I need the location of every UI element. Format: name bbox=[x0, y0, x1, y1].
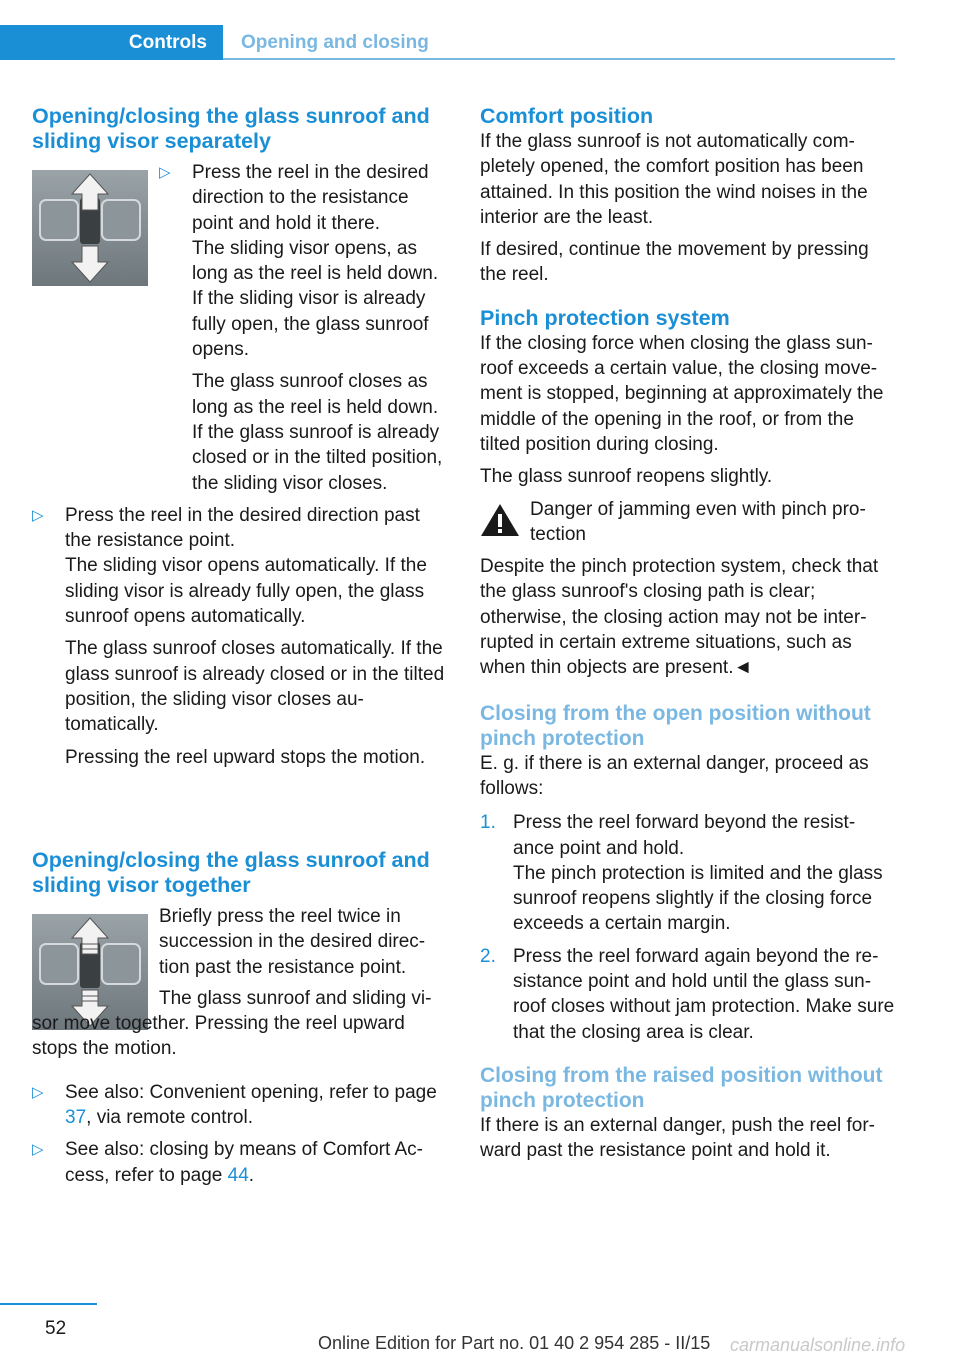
footer-rule bbox=[0, 1303, 97, 1305]
right-column: Comfort position If the glass sunroof is not automatically com-pletely opened, the comfort position has been attained. In this position the wind noises in the interior are the least. If desired, continue the movement by pressing the reel. Pinch protection system If the closing force when closing the glass sun-roof exceeds a certain value, the closing move-ment is stopped, beginning at approximately the middle of the opening in the roof, or from the tilted position during closing. The glass sunroof reopens slightly. Danger of jamming even with pinch pro-tection Despite the pinch protection system, check that the glass sunroof's closing path is clear; otherwise, the closing action may not be inter-rupted in certain extreme situations, such as when thin objects are present.◄ Closing from the open position without pinch protection E. g. if there is an external danger, proceed as follows: 1. Press the reel forward beyond the resist-ance point and hold. The pinch protection is limited and the glass sunroof reopens slightly if the closing force exceeds a certain margin. 2. Press the reel forward again beyond the re-sistance point and hold until the glass sun-roof closes without jam protection. Make sure that the closing area is clear. Closing from the raised position without pinch protection If there is an external danger, push the reel for-ward past the resistance point and hold it. bbox=[480, 104, 895, 1162]
list-item: ▷ See also: Convenient opening, refer to page 37, via remote control. bbox=[32, 1081, 437, 1129]
watermark: carmanualsonline.info bbox=[730, 1335, 906, 1355]
edition-text: Online Edition for Part no. 01 40 2 954 285 - II/15 bbox=[318, 1333, 711, 1353]
list-item: ▷ Press the reel in the desired direction past the resistance point. The sliding visor opens automatically. If the sliding visor is already fully open, the glass sunroof opens automatically. The glass sunroof closes automatically. If the glass sunroof is already closed or in the tilted position, the sliding visor closes au-tomatically. Pressing the reel upward stops the motion. bbox=[32, 504, 445, 768]
list-item: ▷ Press the reel in the desired direction to the resistance point and hold it there. The sliding visor opens, as long as the reel is held down. If the sliding visor is already fully open, the glass sunroof opens. The glass sunroof closes as long as the reel is held down. If the glass sunroof is already closed or in the tilted position, the sliding visor closes. bbox=[159, 162, 443, 494]
heading-open-position: Closing from the open position without pinch protection bbox=[480, 701, 871, 750]
page-link-44[interactable]: 44 bbox=[227, 1164, 249, 1186]
left-column-lower: Opening/closing the glass sunroof and sliding visor together Briefly press the reel twice in succession in the desired direc-tion past the resistance point. The glass sunroof and sliding vi-sor move together. Pressing the reel upward stops the motion. ▷ See also: Convenient opening, refer to page 37, via remote control. ▷ See also: closing by means of Comfort Ac-cess, refer to page 44. bbox=[32, 848, 448, 1195]
list-item: ▷ See also: closing by means of Comfort Ac-cess, refer to page 44. bbox=[32, 1139, 423, 1186]
left-column bbox=[32, 104, 448, 777]
bullet-icon: ▷ bbox=[159, 164, 171, 181]
list-item: 2. Press the reel forward again beyond the re-sistance point and hold until the glass sun-roof closes without jam protection. Make sure that the closing area is clear. bbox=[480, 945, 895, 1043]
page-header bbox=[0, 0, 895, 62]
section-title[interactable]: Opening and closing bbox=[241, 31, 429, 53]
bullet-icon: ▷ bbox=[32, 506, 44, 524]
heading-separately: Opening/closing the glass sunroof and sliding visor separately bbox=[32, 104, 430, 153]
warning-note: Danger of jamming even with pinch pro-tection bbox=[480, 497, 896, 548]
page-link-37[interactable]: 37 bbox=[65, 1107, 87, 1129]
list-item: 1. Press the reel forward beyond the resist-ance point and hold. The pinch protection is limited and the glass sunroof reopens slightly if the closing force exceeds a certain margin. bbox=[480, 812, 883, 935]
heading-raised-position: Closing from the raised position without pinch protection bbox=[480, 1063, 883, 1112]
bullet-icon: ▷ bbox=[32, 1141, 44, 1159]
bullet-icon: ▷ bbox=[32, 1083, 44, 1101]
heading-pinch: Pinch protection system bbox=[480, 305, 730, 330]
header-rule bbox=[223, 58, 895, 60]
heading-together: Opening/closing the glass sunroof and sliding visor together bbox=[32, 848, 430, 897]
warning-icon bbox=[480, 503, 520, 537]
page-number: 52 bbox=[45, 1318, 67, 1339]
chapter-tab[interactable]: Controls bbox=[0, 25, 223, 60]
heading-comfort: Comfort position bbox=[480, 104, 654, 128]
